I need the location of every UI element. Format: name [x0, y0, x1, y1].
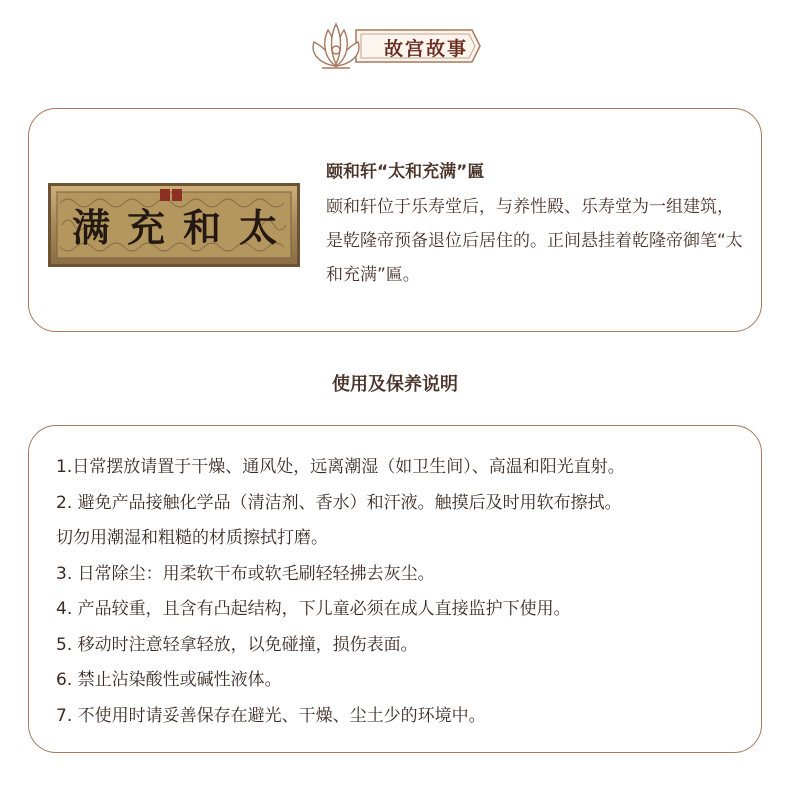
list-item: 5. 移动时注意轻拿轻放，以免碰撞，损伤表面。 [56, 634, 418, 655]
list-item: 3. 日常除尘：用柔软干布或软毛刷轻轻拂去灰尘。 [56, 563, 435, 584]
plaque-char-3: 和 [182, 205, 222, 250]
list-item: 7. 不使用时请妥善保存在避光、干燥、尘土少的环境中。 [56, 705, 486, 726]
header-badge [306, 20, 484, 72]
plaque-char-1: 满 [71, 205, 111, 250]
plaque-image [48, 183, 300, 267]
list-item: 2. 避免产品接触化学品（清洁剂、香水）和汗液。触摸后及时用软布擦拭。 [56, 492, 622, 513]
description-title: 颐和轩“太和充满”匾 [326, 162, 485, 182]
lotus-icon [313, 24, 359, 68]
list-item: 1.日常摆放请置于干燥、通风处，远离潮湿（如卫生间）、高温和阳光直射。 [56, 457, 625, 477]
badge-title: 故宫故事 [383, 38, 468, 60]
list-item: 4. 产品较重，且含有凸起结构，下儿童必须在成人直接监护下使用。 [56, 599, 571, 619]
plaque-char-4: 太 [238, 205, 278, 250]
plaque-char-2: 充 [126, 205, 166, 250]
list-item: 6. 禁止沾染酸性或碱性液体。 [56, 670, 282, 690]
description-body: 颐和轩位于乐寿堂后，与养性殿、乐寿堂为一组建筑，是乾隆帝预备退位后居住的。正间悬挂着乾隆帝御笔“太和充满”匾。 [326, 197, 743, 285]
instructions-list [56, 450, 756, 734]
list-item: 切勿用潮湿和粗糙的材质擦拭打磨。 [56, 528, 328, 548]
section-title: 使用及保养说明 [332, 374, 458, 395]
